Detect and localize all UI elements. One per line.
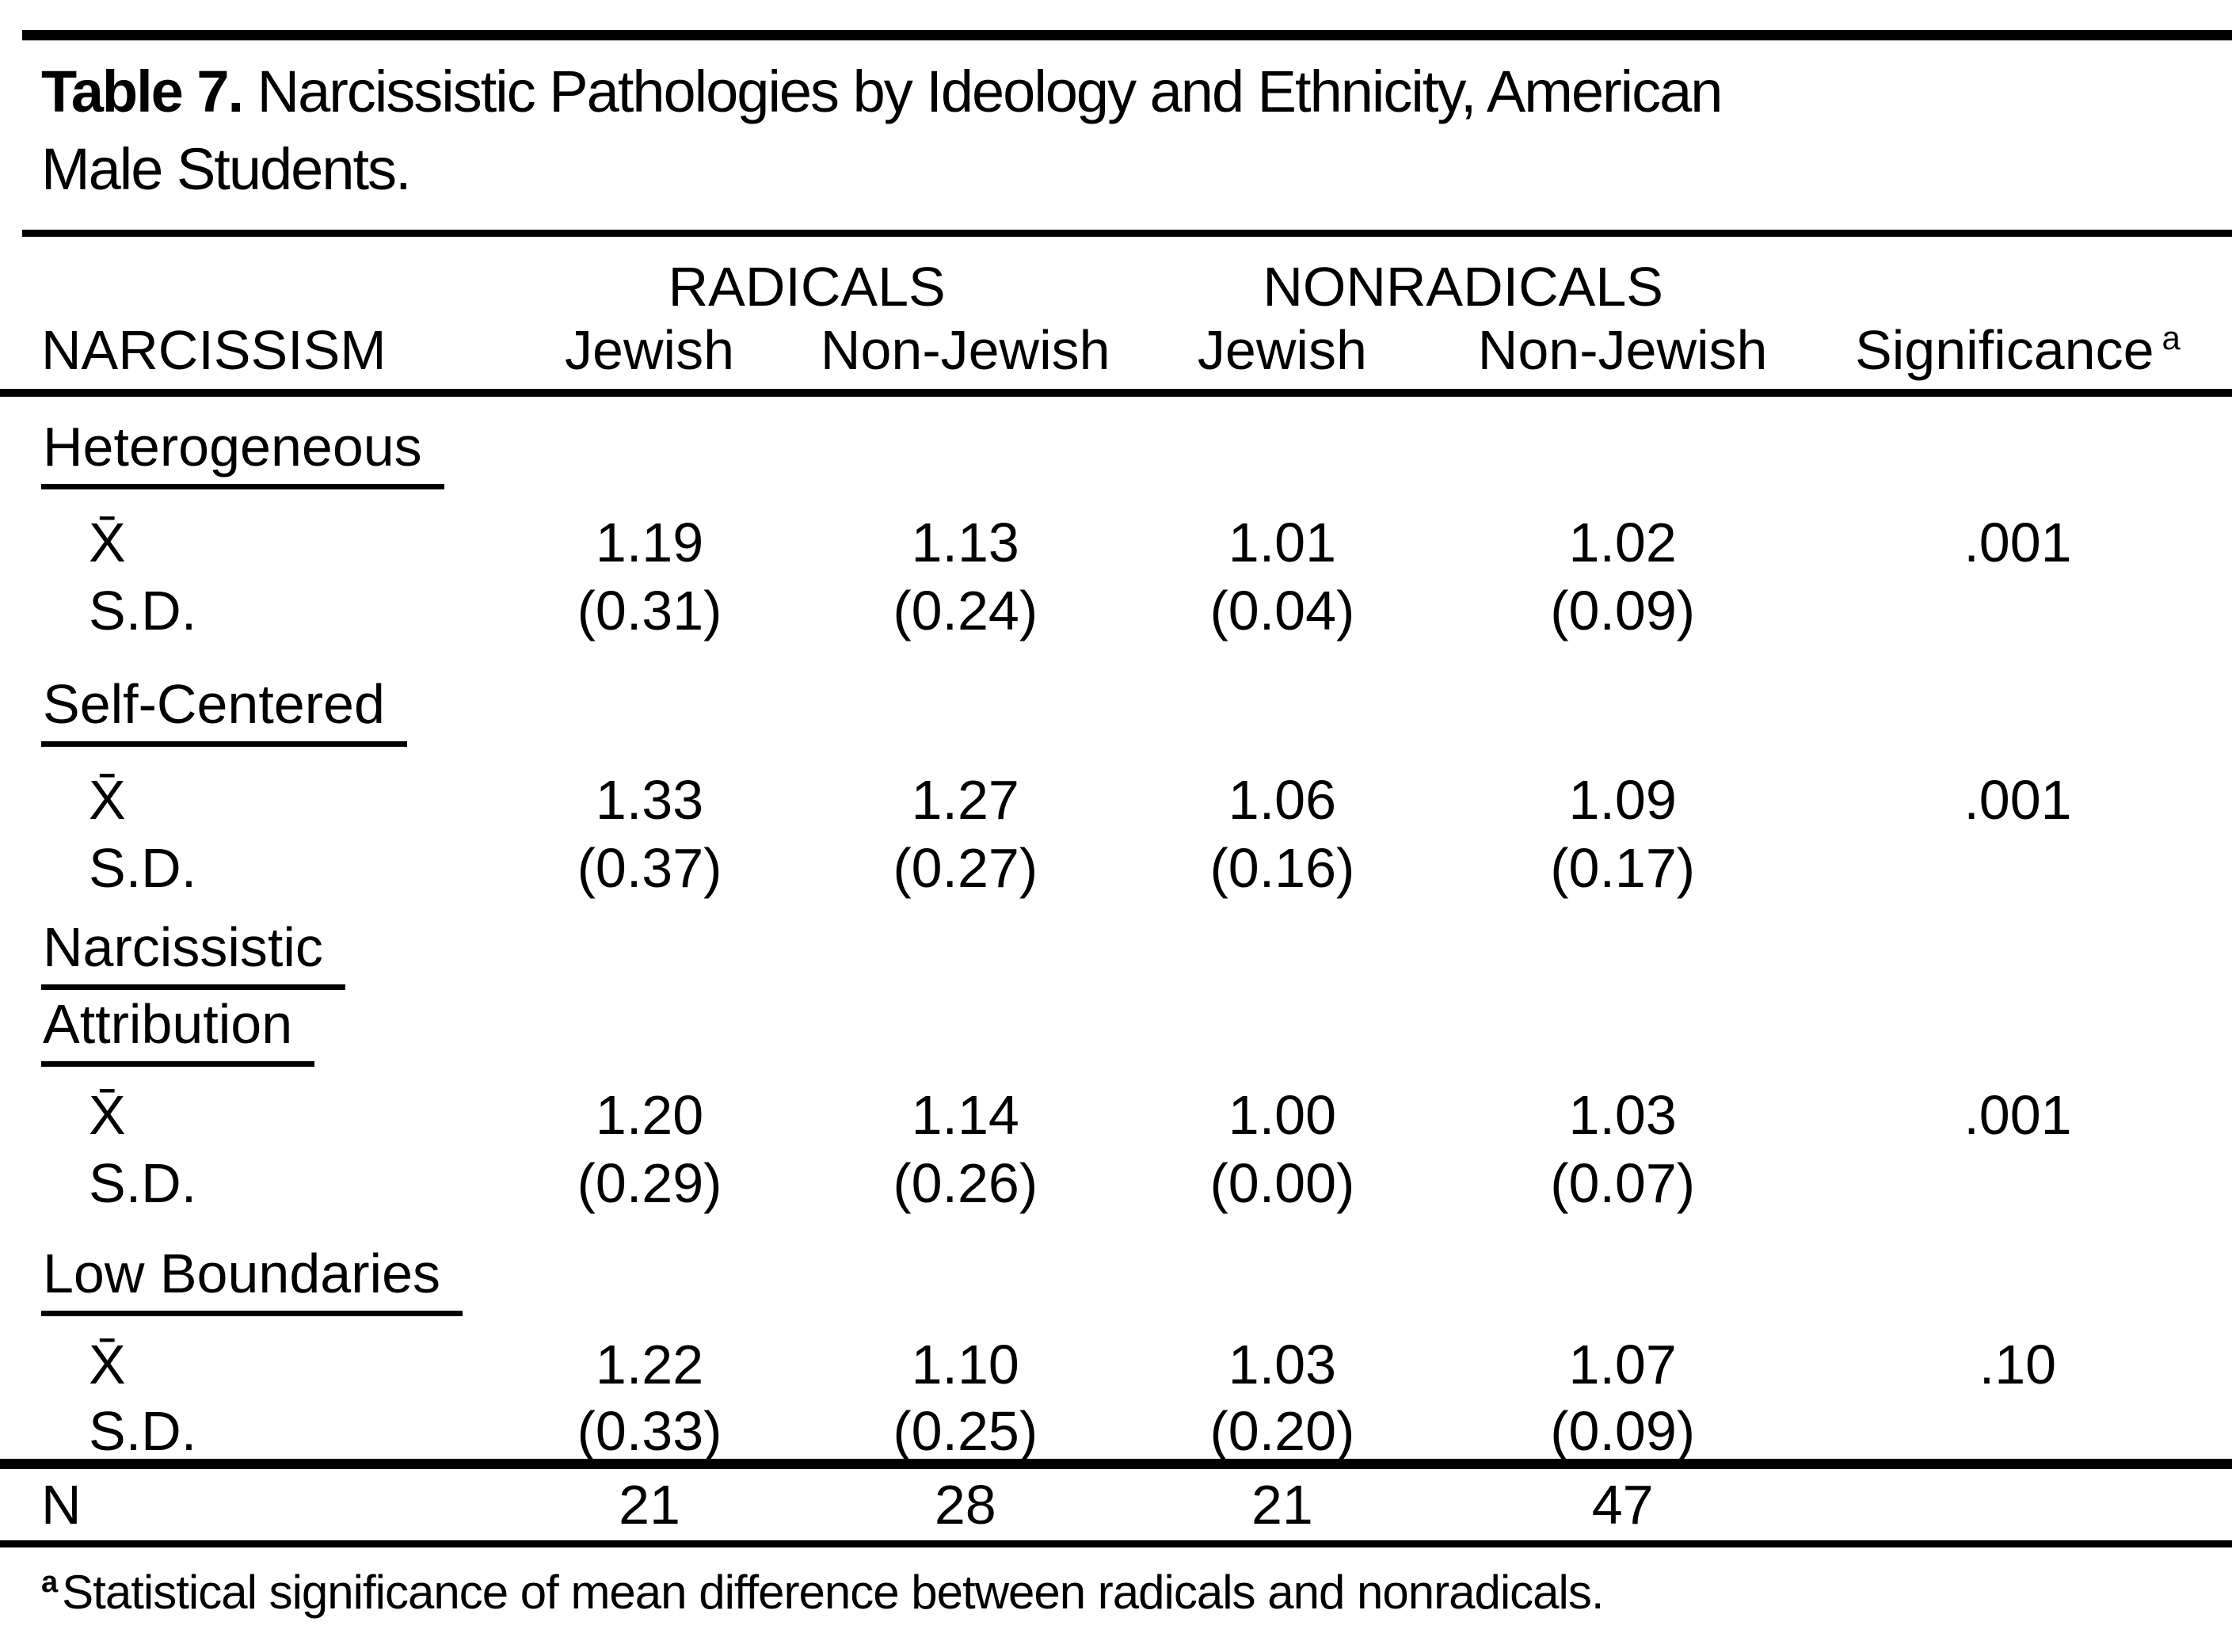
heterogeneous-mean-row [0,489,2232,570]
cell-value: 1.14 [911,1083,1019,1146]
section-label-text-line2: Attribution [41,996,314,1067]
cell-value: (0.07) [1550,1151,1696,1214]
section-label-text-line1: Narcissistic [41,919,345,990]
cell-value: (0.00) [1209,1151,1355,1214]
cell-value: 1.09 [1568,768,1677,831]
cell-value: 1.20 [595,1083,704,1146]
footnote-marker: a [41,1565,58,1599]
footnote-text: Statistical significance of mean difference between radicals and nonradicals. [62,1565,1604,1619]
sd-label: S.D. [89,836,197,899]
cell-empty [1804,828,2232,896]
column-header-nonradicals-nonjewish: Non-Jewish [1442,314,1804,393]
cell-value: (0.17) [1550,836,1696,899]
n-label: N [0,1464,491,1544]
cell-value: 1.06 [1228,768,1337,831]
cell-value: 1.02 [1568,511,1677,573]
sd-label: S.D. [89,1399,197,1462]
mean-symbol: X̄ [89,1333,126,1395]
cell-significance: .001 [1963,1083,2072,1146]
n-value: 47 [1442,1464,1804,1544]
group-header-spacer [0,237,491,314]
column-header-nonradicals-jewish: Jewish [1122,314,1442,393]
cell-value: (0.16) [1209,836,1355,899]
cell-value: (0.09) [1550,1399,1696,1462]
cell-value: (0.37) [577,836,722,899]
section-heterogeneous-row [0,393,2232,489]
section-label-self-centered [0,638,2232,747]
low-boundaries-sd-row [0,1392,2232,1464]
n-value: 21 [491,1464,808,1544]
mean-symbol: X̄ [89,768,126,831]
mean-symbol: X̄ [89,511,126,573]
section-label-text: Low Boundaries [41,1246,463,1316]
cell-value: (0.04) [1209,579,1355,641]
cell-value: 1.10 [911,1333,1019,1395]
cell-value: (0.09) [1550,579,1696,641]
statistics-table [0,237,2232,1547]
column-header-radicals-jewish: Jewish [491,314,808,393]
cell-value: 1.13 [911,511,1019,573]
top-rule [22,30,2232,40]
section-label-narcissistic-attribution [0,896,2232,1067]
group-header-row [0,237,2232,314]
section-label-text: Heterogeneous [41,419,444,489]
self-centered-sd-row [0,828,2232,896]
section-low-boundaries-row [0,1211,2232,1316]
narcissistic-attribution-sd-row [0,1143,2232,1211]
table-title-line1: Narcissistic Pathologies by Ideology and Ethnicity, American [257,59,1722,124]
cell-significance: .001 [1963,768,2072,831]
cell-value: (0.26) [893,1151,1038,1214]
cell-value: (0.20) [1209,1399,1355,1462]
table-footnote [41,1565,2232,1620]
column-header-narcissism: NARCISSISM [0,314,491,393]
sample-size-row [0,1464,2232,1544]
cell-value: (0.27) [893,836,1038,899]
cell-value: 1.01 [1228,511,1337,573]
section-label-heterogeneous [0,393,2232,489]
n-value: 28 [808,1464,1122,1544]
cell-value: 1.03 [1228,1333,1337,1395]
section-self-centered-row [0,638,2232,747]
group-header-radicals: RADICALS [668,255,946,318]
significance-footnote-marker: a [2162,319,2181,357]
sd-label: S.D. [89,1151,197,1214]
cell-significance: .001 [1963,511,2072,573]
self-centered-mean-row [0,747,2232,828]
cell-value: (0.24) [893,579,1038,641]
section-label-text: Self-Centered [41,676,407,747]
sd-label: S.D. [89,579,197,641]
cell-value: 1.07 [1568,1333,1677,1395]
section-label-low-boundaries [0,1211,2232,1316]
heterogeneous-sd-row [0,570,2232,638]
column-header-radicals-nonjewish: Non-Jewish [808,314,1122,393]
narcissistic-attribution-mean-row [0,1067,2232,1143]
cell-value: (0.29) [577,1151,722,1214]
cell-value: (0.25) [893,1399,1038,1462]
table-title [41,53,2232,209]
cell-value: 1.19 [595,511,704,573]
group-header-nonradicals: NONRADICALS [1263,255,1663,318]
cell-value: 1.22 [595,1333,704,1395]
cell-value: (0.33) [577,1399,722,1462]
section-narcissistic-attribution-row [0,896,2232,1067]
cell-empty [1804,1143,2232,1211]
n-value: 21 [1122,1464,1442,1544]
mean-symbol: X̄ [89,1083,126,1146]
low-boundaries-mean-row [0,1316,2232,1392]
column-header-significance [1804,314,2232,393]
group-header-spacer-right [1804,237,2232,314]
cell-value: 1.03 [1568,1083,1677,1146]
cell-value: 1.33 [595,768,704,831]
cell-value: (0.31) [577,579,722,641]
significance-label: Significance [1855,318,2154,381]
cell-empty [1804,1392,2232,1464]
cell-significance: .10 [1979,1333,2057,1395]
cell-empty [1804,1464,2232,1544]
table-number: Table 7. [41,59,243,124]
cell-empty [1804,570,2232,638]
cell-value: 1.00 [1228,1083,1337,1146]
column-header-row [0,314,2232,393]
table-title-line2: Male Students. [41,136,410,203]
cell-value: 1.27 [911,768,1019,831]
title-rule [22,230,2232,237]
